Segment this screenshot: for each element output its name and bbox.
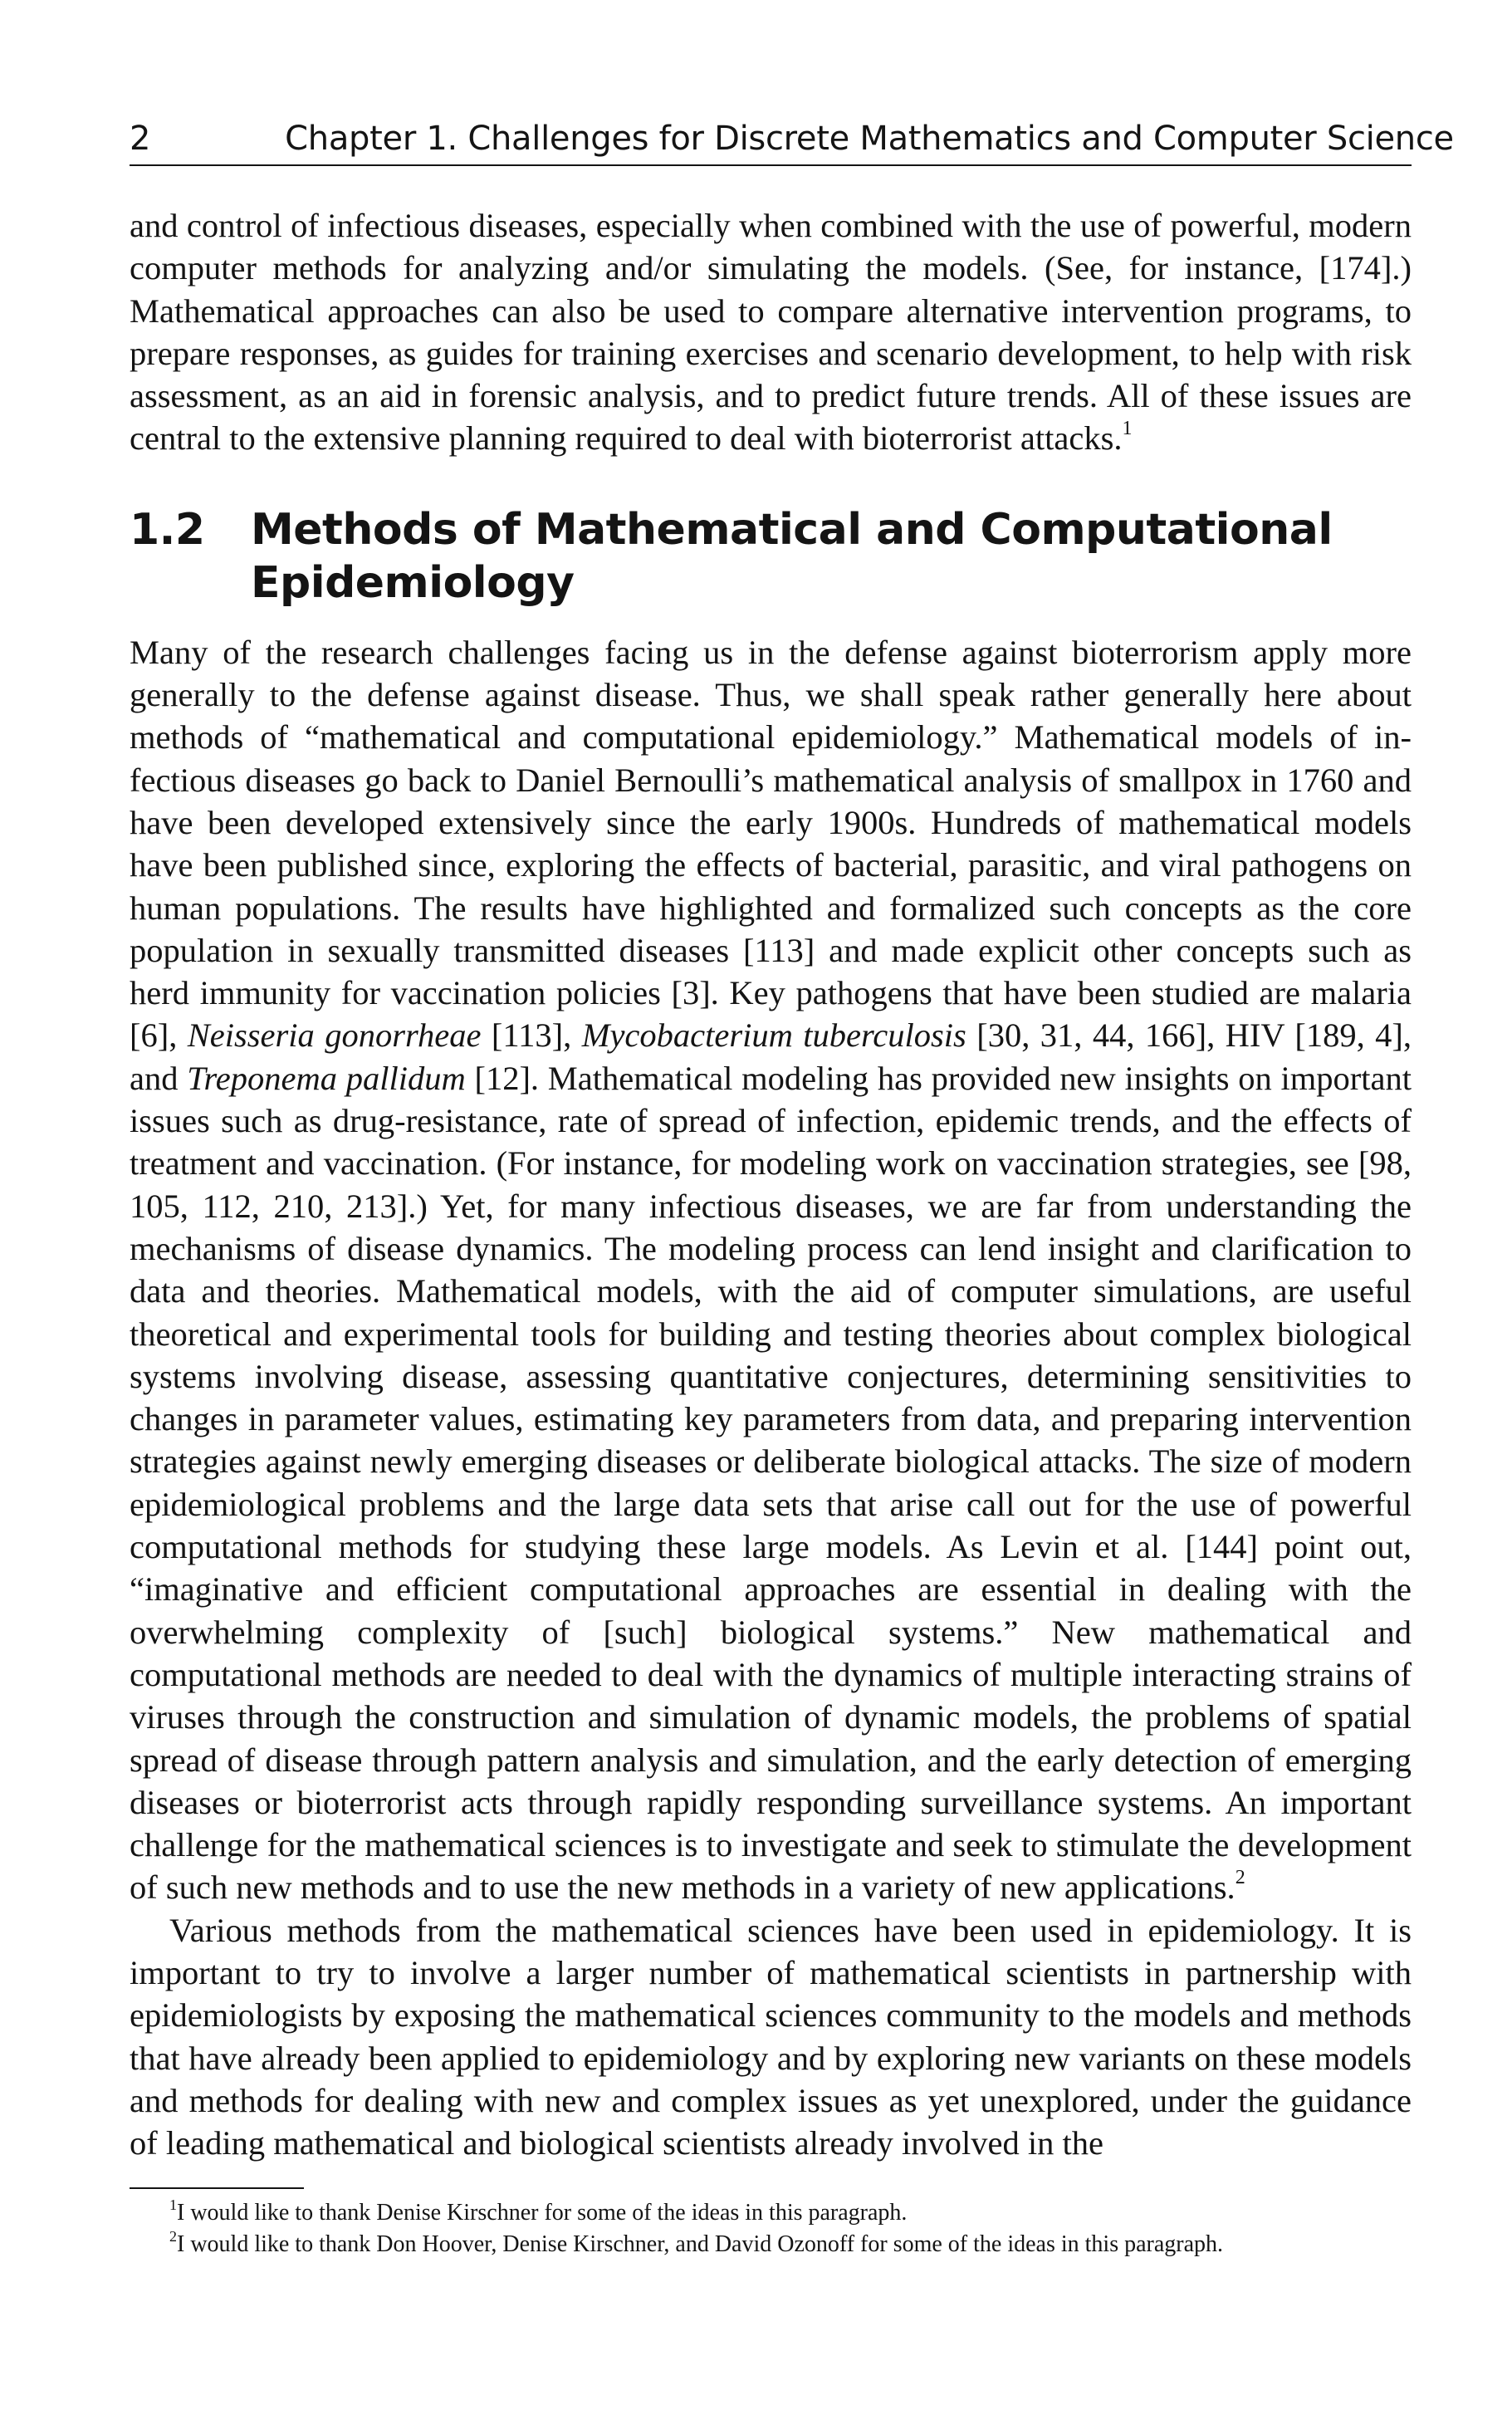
footnote-text-2: I would like to thank Don Hoover, Denise Kirschner, and David Ozonoff for some of the ideas in this paragraph. [177,2231,1224,2258]
footnote-2 [130,2229,1412,2260]
running-head [130,120,1454,166]
intro-paragraph-text: and control of infectious diseases, especially when combined with the use of powerful, modern computer methods for analyzing and/or simulating the models. (See, for instance, [174].) Mathematical approaches can also be used to compare alternative intervention programs, to prepare responses, as guides for training exercises and scenario development, to help with risk assessment, as an aid in forensic analysis, and to predict future trends. All of these issues are central to the extensive planning required to deal with bioterrorist attacks. [130,207,1412,458]
intro-paragraph [130,204,1412,460]
page-number: 2 [130,120,151,158]
main-paragraph-part4: [12]. Mathematical modeling has provided new insights on important issues such as drug-resistance, rate of spread of infection, epidemic trends, and the effects of treatment and vaccination. (For instance, for modeling work on vaccination strategies, see [98, 105, 112, 210, 213].) Yet, for many infectious diseases, we are far from understanding the mechanisms of disease dynamics. The modeling process can lend insight and clarification to data and theories. Mathematical models, with the aid of computer simulations, are useful theoretical and experimental tools for building and testing theories about complex biological systems involving disease, assessing quantitative conjectures, determining sensitivities to changes in parameter values, estimating key parameters from data, and preparing intervention strategies against newly emerging diseases or deliberate biological attacks. The size of modern epidemiological problems and the large data sets that arise call out for the use of powerful computational methods for studying these large models. As Levin et al. [144] point out, “imaginative and efficient computational approaches are essential in dealing with the overwhelming complexity of [such] biological systems.” New mathematical and computational methods are needed to deal with the dynamics of multiple interacting strains of viruses through the construction and simulation of dynamic models, the problems of spatial spread of disease through pattern analysis and simulation, and the early detection of emerging diseases or bioterrorist acts through rapidly responding surveillance systems. An important challenge for the mathematical sciences is to investigate and seek to stimulate the development of such new methods and to use the new methods in a variety of new applications. [130,1059,1412,1907]
species-mycobacterium: Mycobacterium tuberculosis [581,1016,966,1055]
species-treponema: Treponema pallidum [187,1059,466,1097]
main-paragraph-part2: [113], [491,1016,572,1055]
species-neisseria: Neisseria gonorrheae [187,1016,482,1055]
footnote-ref-1: 1 [1122,418,1133,440]
main-paragraph-part3: [30, 31, 44, 166], HIV [189, 4], and [130,1016,1412,1097]
chapter-title: Chapter 1. Challenges for Discrete Mathematics and Computer Science [285,120,1454,158]
book-page [130,120,1454,2260]
section-number: 1.2 [130,504,205,555]
footnote-ref-2: 2 [1235,1867,1245,1889]
footnote-mark-1: 1 [169,2196,177,2214]
section-heading [130,503,1412,610]
footnote-rule [130,2187,304,2189]
section-title: Methods of Mathematical and Computational Epidemiology [251,504,1333,608]
second-paragraph [130,1909,1412,2165]
footnote-text-1: I would like to thank Denise Kirschner for some of the ideas in this paragraph. [177,2200,908,2226]
footnote-mark-2: 2 [169,2228,177,2245]
footnote-1 [130,2197,1412,2229]
main-paragraph-part1: Many of the research challenges facing us in the defense against bioterrorism apply more generally to the defense against disease. Thus, we shall speak rather generally here about methods of “mathematical and computational epidemiology.” Mathematical models of infectious diseases go back to Daniel Bernoulli’s mathematical analysis of smallpox in 1760 and have been developed extensively since the early 1900s. Hundreds of mathematical models have been published since, exploring the effects of bacterial, parasitic, and viral pathogens on human populations. The results have highlighted and formalized such concepts as the core population in sexually transmitted diseases [113] and made explicit other concepts such as herd immunity for vaccination policies [3]. Key pathogens that have been studied are malaria [6], [130,633,1412,1055]
main-paragraph [130,631,1412,1909]
second-paragraph-text: Various methods from the mathematical sciences have been used in epidemiology. It is important to try to involve a larger number of mathematical scientists in partnership with epidemiologists by exposing the mathematical sciences community to the models and methods that have already been applied to epidemiology and by exploring new variants on these models and methods for dealing with new and complex issues as yet unexplored, under the guidance of leading mathematical and biological scientists already involved in the [130,1911,1412,2162]
